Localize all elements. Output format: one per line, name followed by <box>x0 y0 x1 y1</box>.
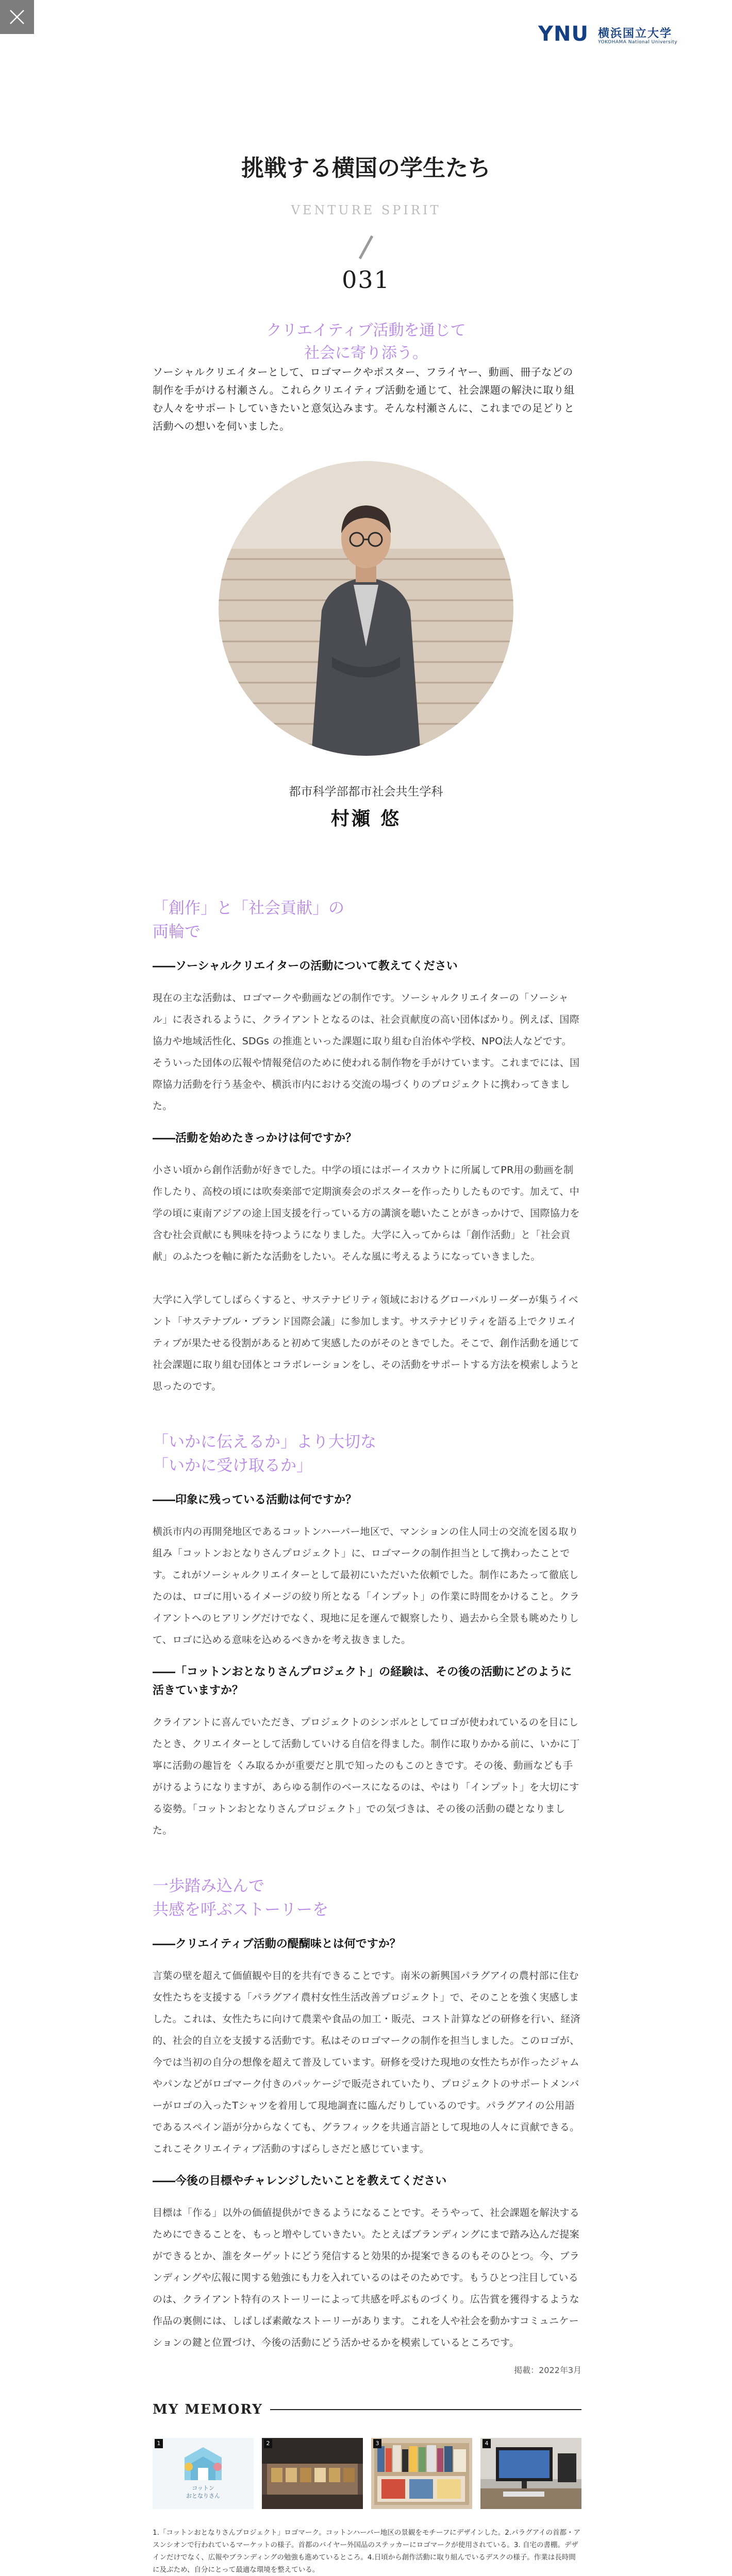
memory-photo-number: 1 <box>155 2439 163 2448</box>
portrait-photo <box>219 461 513 756</box>
hero <box>0 149 732 365</box>
question: ――ソーシャルクリエイターの活動について教えてください <box>153 960 458 973</box>
memory-photo-bookshelf[interactable] <box>371 2438 472 2509</box>
page-subtitle: VENTURE SPIRIT <box>291 203 441 217</box>
memory-heading: MY MEMORY <box>153 2402 263 2417</box>
section-heading <box>153 1430 581 1478</box>
answer: 大学に入学してしばらくすると、サステナビリティ領域におけるグローバルリーダーが集うイベント「サステナブル・ブランド国際会議」に参加します。サステナビリティを語る上でクリエイティブが果たせる役割があると初めて実感したのがそのときでした。そこで、創作活動を通じて社会課題に取り組む団体とコラボレーションをし、その活動をサポートする方法を模索しようと思ったのです。 <box>153 1294 580 1392</box>
answer: クライアントに喜んでいただき、プロジェクトのシンボルとしてロゴが使われているのを目にしたとき、クリエイターとして活動していける自信を得ました。制作に取りかかる前に、いかに丁寧に活動の趣旨を くみ取るかが重要だと肌で知ったのもこのときです。その後、動画なども手がけるようになりますが、あらゆる制作のベースになるのは、やはり「インプット」を大切にする姿勢。「コットンおとなりさんプロジェクト」での気づきは、その後の活動の礎となりました。 <box>153 1717 580 1836</box>
section-heading-line-1: 「いかに伝えるか」より大切な <box>153 1433 376 1451</box>
section-heading-line-2: 「いかに受け取るか」 <box>153 1456 312 1475</box>
section-heading-line-1: 一歩踏み込んで <box>153 1877 264 1895</box>
catch-line-2: 社会に寄り添う。 <box>304 344 428 362</box>
logo-mark: YNU <box>538 22 589 46</box>
close-button[interactable] <box>0 0 34 34</box>
answer: 横浜市内の再開発地区であるコットンハーバー地区で、マンションの住人同士の交流を図る取り組み「コットンおとなりさんプロジェクト」に、ロゴマークの制作担当として携わったことです。これがソーシャルクリエイターとして最初にいただいた依頼でした。制作にあたって徹底したのは、ロゴに用いるイメージの絞り所となる「インプット」の作業に時間をかけること。クライアントへのヒアリングだけでなく、現地に足を運んで観察したり、過去から全景も眺めたりして、ロゴに込める意味を込めるべきかを考え抜きました。 <box>153 1526 580 1646</box>
page-title: 挑戦する横国の学生たち <box>241 155 491 181</box>
section-heading-line-1: 「創作」と「社会貢献」の <box>153 899 344 918</box>
question: ――活動を始めたきっかけは何ですか？ <box>153 1132 357 1145</box>
memory-heading-row <box>153 2402 581 2417</box>
memory-photo-desk[interactable] <box>480 2438 581 2509</box>
answer: 小さい頃から創作活動が好きでした。中学の頃にはボーイスカウトに所属してPR用の動画を制作したり、高校の頃には吹奏楽部で定期演奏会のポスターを作ったりしたものです。加えて、中学の頃に東南アジアの途上国支援を行っている方の講演を聴いたことがきっかけで、国際協力を含む社会貢献にも興味を持つようになりました。大学に入ってからは「創作活動」と「社会貢献」のふたつを軸に新たな活動をしたい。そんな風に考えるようになっていきました。 <box>153 1164 580 1262</box>
profile <box>0 782 732 831</box>
question: ――「コットンおとなりさんプロジェクト」の経験は、その後の活動にどのように活きていますか？ <box>153 1666 572 1697</box>
issue-number: 031 <box>342 266 390 294</box>
department: 都市科学部都市社会共生学科 <box>289 785 443 799</box>
close-icon <box>9 9 25 25</box>
answer: 現在の主な活動は、ロゴマークや動画などの制作です。ソーシャルクリエイターの「ソーシャル」に表されるように、クライアントとなるのは、社会貢献度の高い団体ばかり。例えば、国際協力や地域活性化、SDGs の推進といった課題に取り組む自治体や学校、NPO法人などです。そういった団体の広報や情報発信のために使われる制作物を手がけています。これまでには、国際協力活動を行う基金や、横浜市内における交流の場づくりのプロジェクトに携わってきました。 <box>153 992 580 1112</box>
answer: 言葉の壁を超えて価値観や目的を共有できることです。南米の新興国パラグアイの農村部に住む女性たちを支援する「パラグアイ農村女性生活改善プロジェクト」で、そのことを強く実感しました。これは、女性たちに向けて農業や食品の加工・販売、コスト計算などの研修を行い、経済的、社会的自立を支援する活動です。私はそのロゴマークの制作を担当しました。このロゴが、今では当初の自分の想像を超えて普及しています。研修を受けた現地の女性たちが作ったジャムやパンなどがロゴマーク付きのパッケージで販売されていたり、プロジェクトのサポートメンバーがロゴの入ったTシャツを着用して現地調査に臨んだりしているのです。パラグアイの公用語であるスペイン語が分からなくても、グラフィックを共通言語として現地の人々に貢献できる。これこそクリエイティブ活動のすばらしさだと感じています。 <box>153 1970 580 2155</box>
memory-photo-logo[interactable] <box>153 2438 254 2509</box>
ynu-logo[interactable] <box>538 23 703 48</box>
interview <box>153 896 581 2376</box>
section-heading <box>153 1874 581 1922</box>
student-name: 村瀬 悠 <box>330 808 402 829</box>
question: ――印象に残っている活動は何ですか？ <box>153 1494 357 1506</box>
memory-logo-text-bottom: おとなりさん <box>186 2493 220 2499</box>
logo-japanese: 横浜国立大学 <box>598 27 673 40</box>
memory-photo-number: 2 <box>264 2439 272 2448</box>
memory-photo-number: 3 <box>373 2439 381 2448</box>
my-memory <box>153 2402 581 2576</box>
logo-english: YOKOHAMA National University <box>598 40 678 45</box>
memory-caption: 1.「コットンおとなりさんプロジェクト」ロゴマーク。コットンハーバー地区の景観をモチーフにデザインした。2.パラグアイの首都・アスンシオンで行われているマーケットの様子。首都のバイヤー外国品のステッカーにロゴマークが使用されている。3. 自宅の書棚。デザインだけでなく、広報やブランディングの勉強も進めているところ。4.日頃から創作活動に取り組んでいるデスクの様子。作業は長時間に及ぶため、自分にとって最適な環境を整えている。 <box>153 2529 580 2574</box>
answer: 目標は「作る」以外の価値提供ができるようになることです。そうやって、社会課題を解決するためにできることを、もっと増やしていきたい。たとえばブランディングにまで踏み込んだ提案ができるとか、誰をターゲットにどう発信すると効果的か提案できるのもそのひとつ。今、ブランディングや広報に関する勉強にも力を入れているのはそのためです。もうひとつ注目しているのは、クライアント特有のストーリーによって共感を呼ぶものづくり。広告賞を獲得するような作品の裏側には、しばしば素敵なストーリーがあります。これを人や社会を動かすコミュニケーションの鍵と位置づけ、今後の活動にどう活かせるかを模索しているところです。 <box>153 2207 580 2348</box>
catch-copy <box>0 319 732 365</box>
section-heading-line-2: 共感を呼ぶストーリーを <box>153 1901 328 1919</box>
question: ――クリエイティブ活動の醍醐味とは何ですか？ <box>153 1938 401 1951</box>
interview-date: 掲載：2022年3月 <box>514 2365 581 2375</box>
memory-heading-rule <box>270 2409 581 2410</box>
catch-line-1: クリエイティブ活動を通じて <box>266 321 466 340</box>
memory-photos <box>153 2438 581 2509</box>
intro-text: ソーシャルクリエイターとして、ロゴマークやポスター、フライヤー、動画、冊子などの制作を手がける村瀬さん。これらクリエイティブ活動を通じて、社会課題の解決に取り組む人々をサポートしていきたいと意気込みます。そんな村瀬さんに、これまでの足どりと活動への想いを伺いました。 <box>153 366 575 432</box>
slash-divider <box>0 232 732 263</box>
memory-logo-text-top: コットン <box>192 2485 214 2492</box>
memory-photo-market[interactable] <box>262 2438 363 2509</box>
section-heading-line-2: 両輪で <box>153 923 201 941</box>
section-heading <box>153 896 581 944</box>
question: ――今後の目標やチャレンジしたいことを教えてください <box>153 2175 447 2188</box>
memory-photo-number: 4 <box>483 2439 491 2448</box>
